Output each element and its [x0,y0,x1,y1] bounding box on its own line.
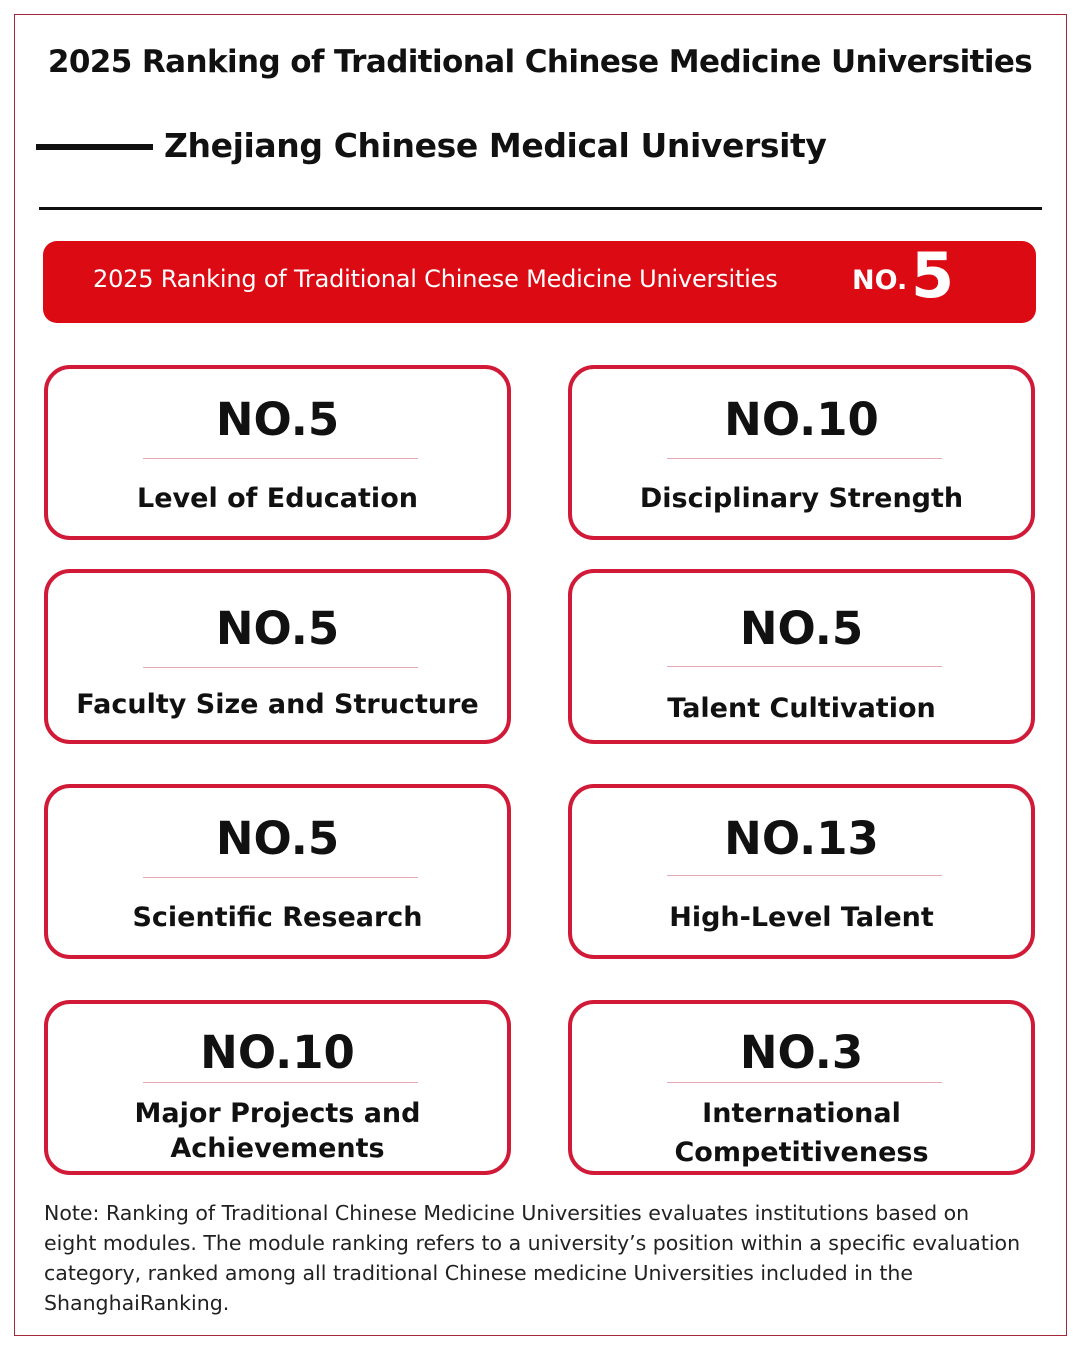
footnote-line-4: ShanghaiRanking. [44,1291,230,1315]
card-divider [143,667,418,668]
footnote-line-3: category, ranked among all traditional Chinese medicine Universities included in the [44,1261,913,1285]
card-divider [667,458,942,459]
footnote-line-2: eight modules. The module ranking refers to a university’s position within a specific evaluation [44,1231,1021,1255]
module-rank: NO.5 [739,602,864,655]
module-label: Talent Cultivation [667,693,936,724]
module-label-line1: Major Projects and [134,1098,421,1129]
card-divider [143,1082,418,1083]
module-label-line2: Competitiveness [674,1137,929,1168]
module-card-faculty-size [44,569,511,744]
module-rank: NO.5 [215,812,340,865]
module-rank: NO.5 [215,393,340,446]
module-card-disciplinary-strength [568,365,1035,540]
module-label: Scientific Research [132,902,423,933]
module-label-line1: International [702,1098,901,1129]
module-label-line2: Achievements [170,1133,385,1164]
banner-label: 2025 Ranking of Traditional Chinese Medicine Universities [93,265,778,293]
card-divider [667,875,942,876]
card-divider [667,666,942,667]
card-divider [143,877,418,878]
banner-rank-number: 5 [911,239,955,312]
card-divider [143,458,418,459]
module-rank: NO.5 [215,602,340,655]
module-card-international-competitiveness [568,1000,1035,1175]
module-label: Faculty Size and Structure [76,689,479,720]
subtitle-dash [36,144,153,150]
module-card-major-projects [44,1000,511,1175]
module-card-scientific-research [44,784,511,959]
module-rank: NO.10 [724,393,879,446]
module-rank: NO.3 [739,1026,864,1079]
page-title: 2025 Ranking of Traditional Chinese Medicine Universities [47,44,1033,80]
university-name: Zhejiang Chinese Medical University [164,126,827,165]
overall-rank-banner [43,241,1036,323]
module-rank: NO.10 [200,1026,355,1079]
header-divider [39,207,1042,210]
footnote-line-1: Note: Ranking of Traditional Chinese Medicine Universities evaluates institutions based on [44,1201,970,1225]
banner-no-prefix: NO. [852,265,908,296]
module-label: High-Level Talent [669,902,934,933]
module-card-level-of-education [44,365,511,540]
module-label: Level of Education [137,483,418,514]
module-rank: NO.13 [724,812,879,865]
card-divider [667,1082,942,1083]
module-card-high-level-talent [568,784,1035,959]
footnote [44,1198,1044,1318]
module-label: Disciplinary Strength [639,483,964,514]
module-card-talent-cultivation [568,569,1035,744]
